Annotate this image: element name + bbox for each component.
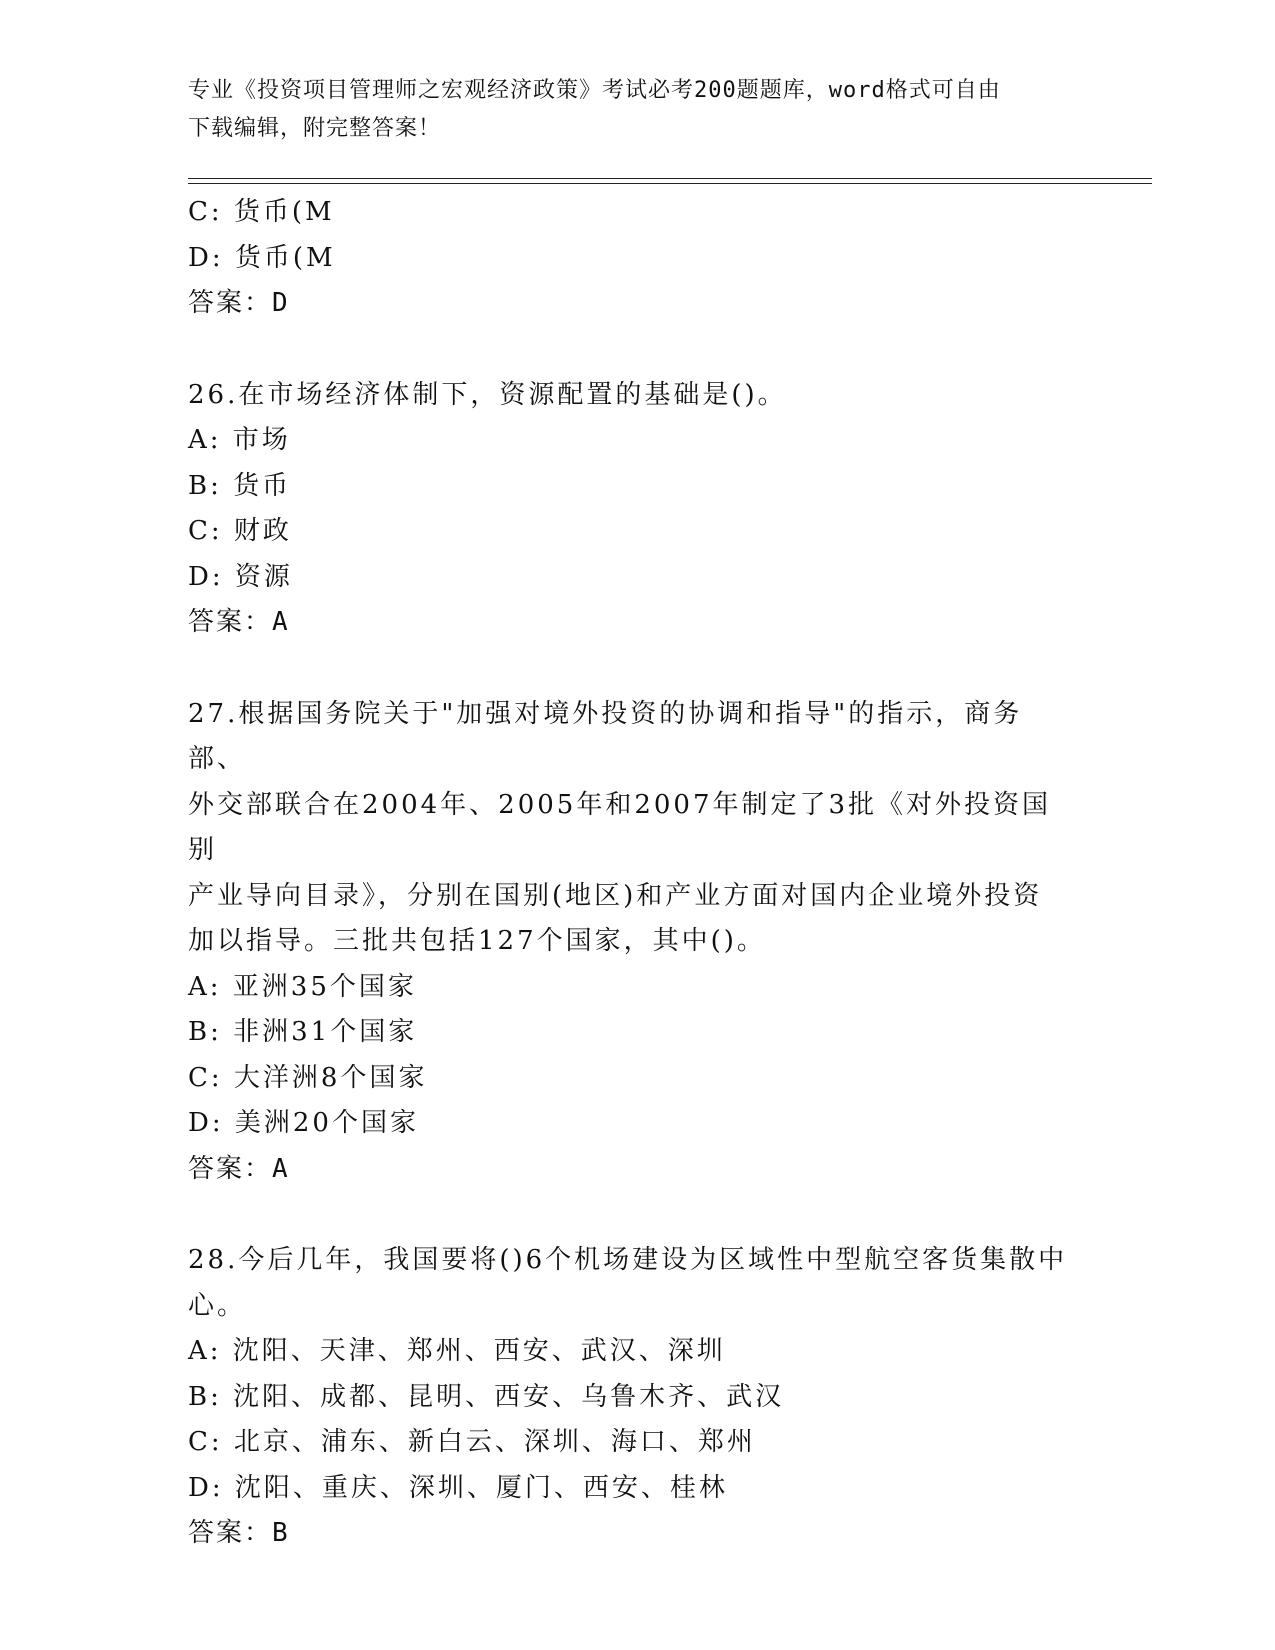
answer-line: 答案：B [188, 1518, 290, 1548]
question-stem: 产业导向目录》，分别在国别(地区)和产业方面对国内企业境外投资 [188, 880, 1043, 911]
option-b: B: 沈阳、成都、昆明、西安、乌鲁木齐、武汉 [188, 1381, 785, 1412]
answer-line: 答案：A [188, 607, 290, 637]
question-stem: 外交部联合在2004年、2005年和2007年制定了3批《对外投资国别 [188, 789, 1052, 865]
option-a: A: 沈阳、天津、郑州、西安、武汉、深圳 [188, 1336, 726, 1366]
question-stem: 26.在市场经济体制下，资源配置的基础是()。 [188, 379, 787, 410]
option-d: D: 沈阳、重庆、深圳、厦门、西安、桂林 [188, 1472, 728, 1503]
option-c: C: 货币(M [188, 197, 335, 227]
option-c: C: 大洋洲8个国家 [188, 1062, 428, 1093]
question-stem: 心。 [188, 1290, 247, 1321]
option-a: A: 市场 [188, 425, 291, 455]
answer-line: 答案：D [188, 288, 290, 318]
option-a: A: 亚洲35个国家 [188, 971, 417, 1002]
option-b: B: 非洲31个国家 [188, 1017, 418, 1047]
question-stem: 27.根据国务院关于"加强对境外投资的协调和指导"的指示，商务部、 [188, 698, 1023, 774]
option-d: D: 资源 [188, 561, 293, 592]
option-c: C: 财政 [188, 516, 292, 546]
answer-line: 答案：A [188, 1153, 290, 1184]
question-28 [188, 1238, 1078, 1557]
spacer [188, 1192, 1078, 1238]
question-25-partial [188, 190, 1078, 327]
header-divider-top [188, 178, 1152, 179]
option-c: C: 北京、浦东、新白云、深圳、海口、郑州 [188, 1427, 756, 1457]
option-d: D: 货币(M [188, 242, 336, 273]
header-line-1: 专业《投资项目管理师之宏观经济政策》考试必考200题题库，word格式可自由 [188, 78, 1001, 103]
spacer [188, 646, 1078, 692]
question-list [188, 190, 1078, 1557]
option-d: D: 美洲20个国家 [188, 1108, 419, 1138]
question-26 [188, 373, 1078, 646]
question-stem: 加以指导。三批共包括127个国家，其中()。 [188, 926, 766, 956]
document-header [188, 72, 1068, 148]
header-divider-bottom [188, 183, 1152, 184]
header-line-2: 下载编辑，附完整答案！ [188, 116, 442, 141]
spacer [188, 327, 1078, 373]
option-b: B: 货币 [188, 470, 292, 501]
question-27 [188, 692, 1078, 1193]
question-stem: 28.今后几年，我国要将()6个机场建设为区域性中型航空客货集散中 [188, 1245, 1068, 1275]
